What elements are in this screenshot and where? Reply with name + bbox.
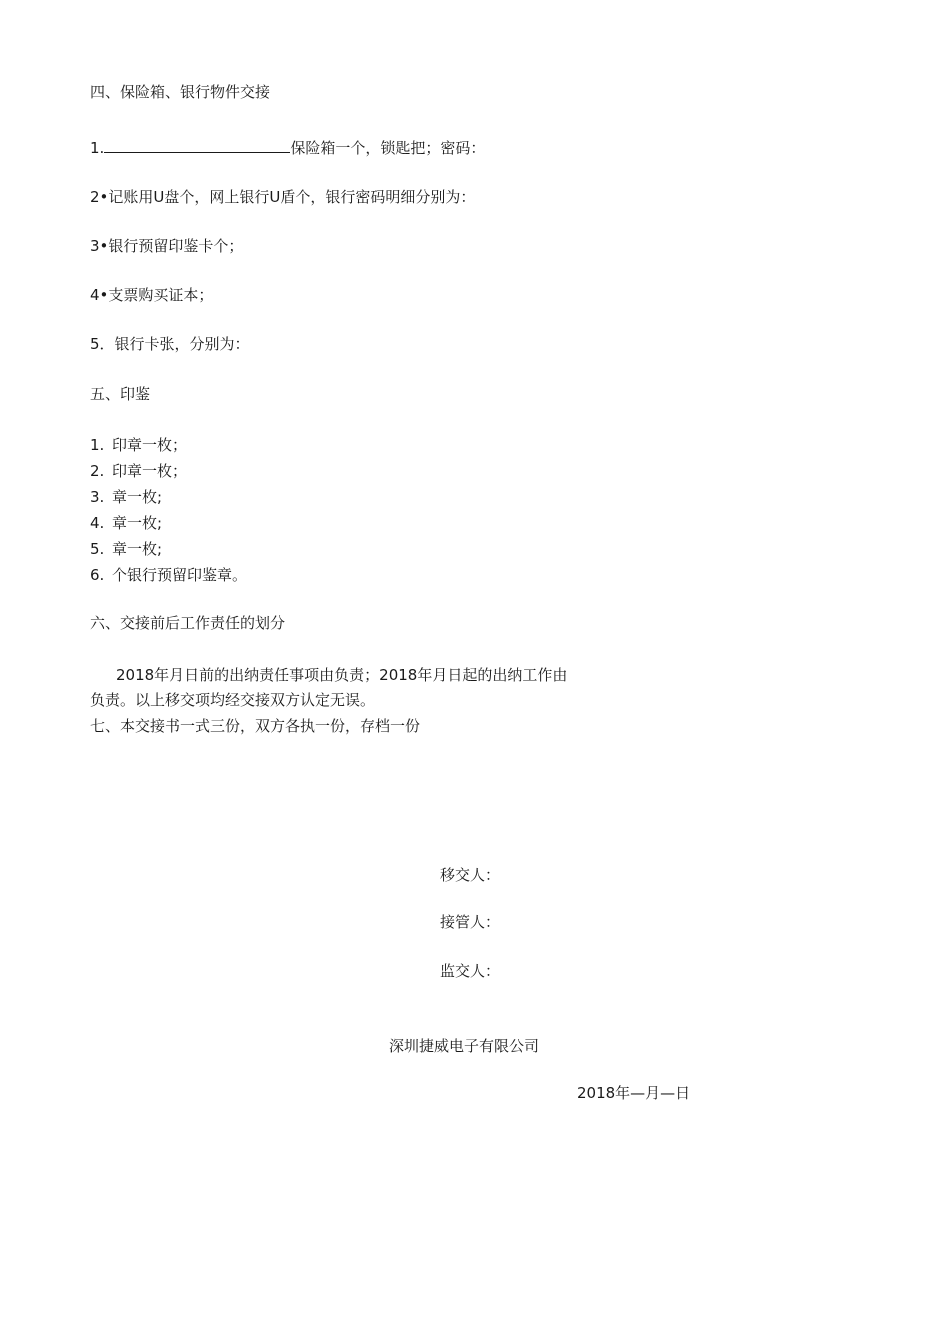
section4-item4: 4•支票购买证本；	[90, 286, 214, 304]
section6-paragraph-line2: 负责。以上移交项均经交接双方认定无误。	[90, 691, 376, 709]
list-number: 2.	[90, 462, 105, 480]
section4-item3: 3•银行预留印鉴卡个；	[90, 237, 244, 255]
section4-item1	[90, 138, 485, 158]
section4-item5: 5．银行卡张，分别为：	[90, 335, 250, 353]
seal-list-item	[90, 513, 162, 533]
list-text: 章一枚;	[112, 514, 163, 532]
section4-heading: 四、保险箱、银行物件交接	[90, 83, 271, 101]
supervisor-label: 监交人：	[440, 962, 501, 980]
receiver-label: 接管人：	[440, 913, 501, 931]
section4-item2: 2•记账用U盘个，网上银行U盾个，银行密码明细分别为：	[90, 188, 476, 206]
list-number: 6.	[90, 566, 105, 584]
seal-list-item	[90, 487, 162, 507]
seal-list-item	[90, 435, 187, 455]
list-text: 印章一枚；	[112, 436, 188, 454]
item1-prefix: 1.	[90, 139, 105, 157]
list-text: 印章一枚；	[112, 462, 188, 480]
item1-suffix: 保险箱一个，锁匙把；密码：	[290, 139, 486, 157]
section6-paragraph-line1: 2018年月日前的出纳责任事项由负责；2018年月日起的出纳工作由	[116, 666, 568, 684]
list-number: 4.	[90, 514, 105, 532]
section6-heading: 六、交接前后工作责任的划分	[90, 614, 286, 632]
list-text: 个银行预留印鉴章。	[112, 566, 248, 584]
company-name: 深圳捷威电子有限公司	[389, 1037, 540, 1055]
list-text: 章一枚;	[112, 540, 163, 558]
seal-list-item	[90, 565, 247, 585]
list-text: 章一枚;	[112, 488, 163, 506]
seal-list-item	[90, 461, 187, 481]
list-number: 5.	[90, 540, 105, 558]
seal-list-item	[90, 539, 162, 559]
transferor-label: 移交人：	[440, 866, 501, 884]
list-number: 1.	[90, 436, 105, 454]
section7-heading: 七、本交接书一式三份，双方各执一份，存档一份	[90, 717, 421, 735]
blank-line	[104, 138, 290, 153]
section5-heading: 五、印鉴	[90, 385, 151, 403]
document-date: 2018年—月—日	[577, 1084, 691, 1102]
list-number: 3.	[90, 488, 105, 506]
